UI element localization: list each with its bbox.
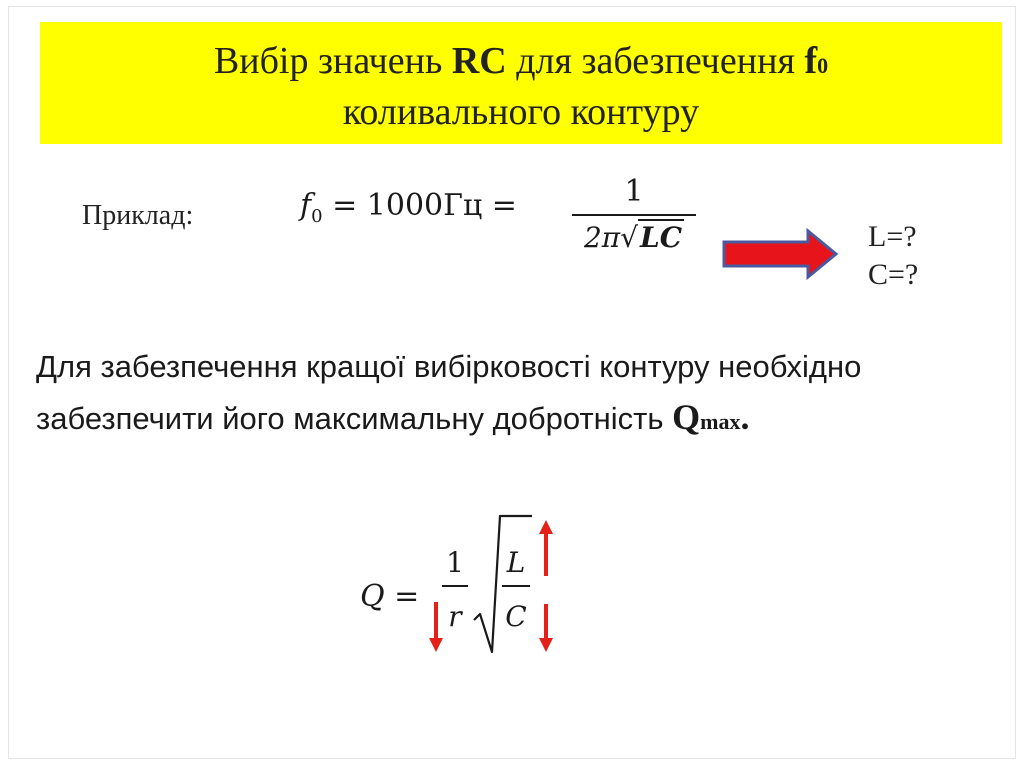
title-f: f xyxy=(804,40,818,82)
two-pi: 2π xyxy=(583,221,621,254)
example-label: Приклад: xyxy=(82,200,194,231)
fraction-numerator: 1 xyxy=(624,174,644,209)
q-denominator-c: C xyxy=(505,600,527,633)
title-line-1 xyxy=(40,38,1002,89)
title-f-subscript: 0 xyxy=(817,53,829,78)
title-text-1: Вибір значень xyxy=(213,40,452,82)
l-up-arrow-icon xyxy=(539,520,553,576)
q-numerator-l: L xyxy=(506,546,526,579)
body-paragraph xyxy=(36,342,986,447)
f-symbol: f xyxy=(300,188,312,223)
r-down-arrow-icon xyxy=(429,602,443,652)
title-banner xyxy=(40,22,1002,144)
frequency-value: = 1000Гц = xyxy=(322,188,517,223)
q-denominator-r: r xyxy=(448,600,462,633)
q-period: . xyxy=(740,397,750,437)
title-text-2: для забезпечення xyxy=(506,40,805,82)
sqrt-lc: LC xyxy=(640,221,683,254)
unknown-l: L=? xyxy=(868,220,917,253)
fraction-bar xyxy=(572,214,696,216)
q-lhs: Q = xyxy=(360,579,420,614)
q-numerator-1: 1 xyxy=(446,546,464,579)
resonance-fraction xyxy=(572,172,696,256)
formula-lhs xyxy=(300,188,517,227)
fraction-denominator xyxy=(572,220,696,256)
c-down-arrow-icon xyxy=(539,604,553,652)
unknowns-block xyxy=(868,218,918,294)
unknown-c: C=? xyxy=(868,258,919,291)
sqrt-sign: √ xyxy=(620,221,639,254)
paragraph-text: Для забезпечення кращої вибірковості контуру необхідно забезпечити його максимальну добротність xyxy=(36,349,862,436)
quality-factor-formula xyxy=(360,510,580,670)
q-max xyxy=(672,397,749,437)
q-subscript: max xyxy=(700,409,741,434)
right-arrow-icon xyxy=(722,228,840,280)
title-line-2: коливального контуру xyxy=(342,91,700,133)
q-letter: Q xyxy=(672,397,701,437)
title-rc: RC xyxy=(451,40,507,82)
f-subscript: 0 xyxy=(311,206,323,227)
